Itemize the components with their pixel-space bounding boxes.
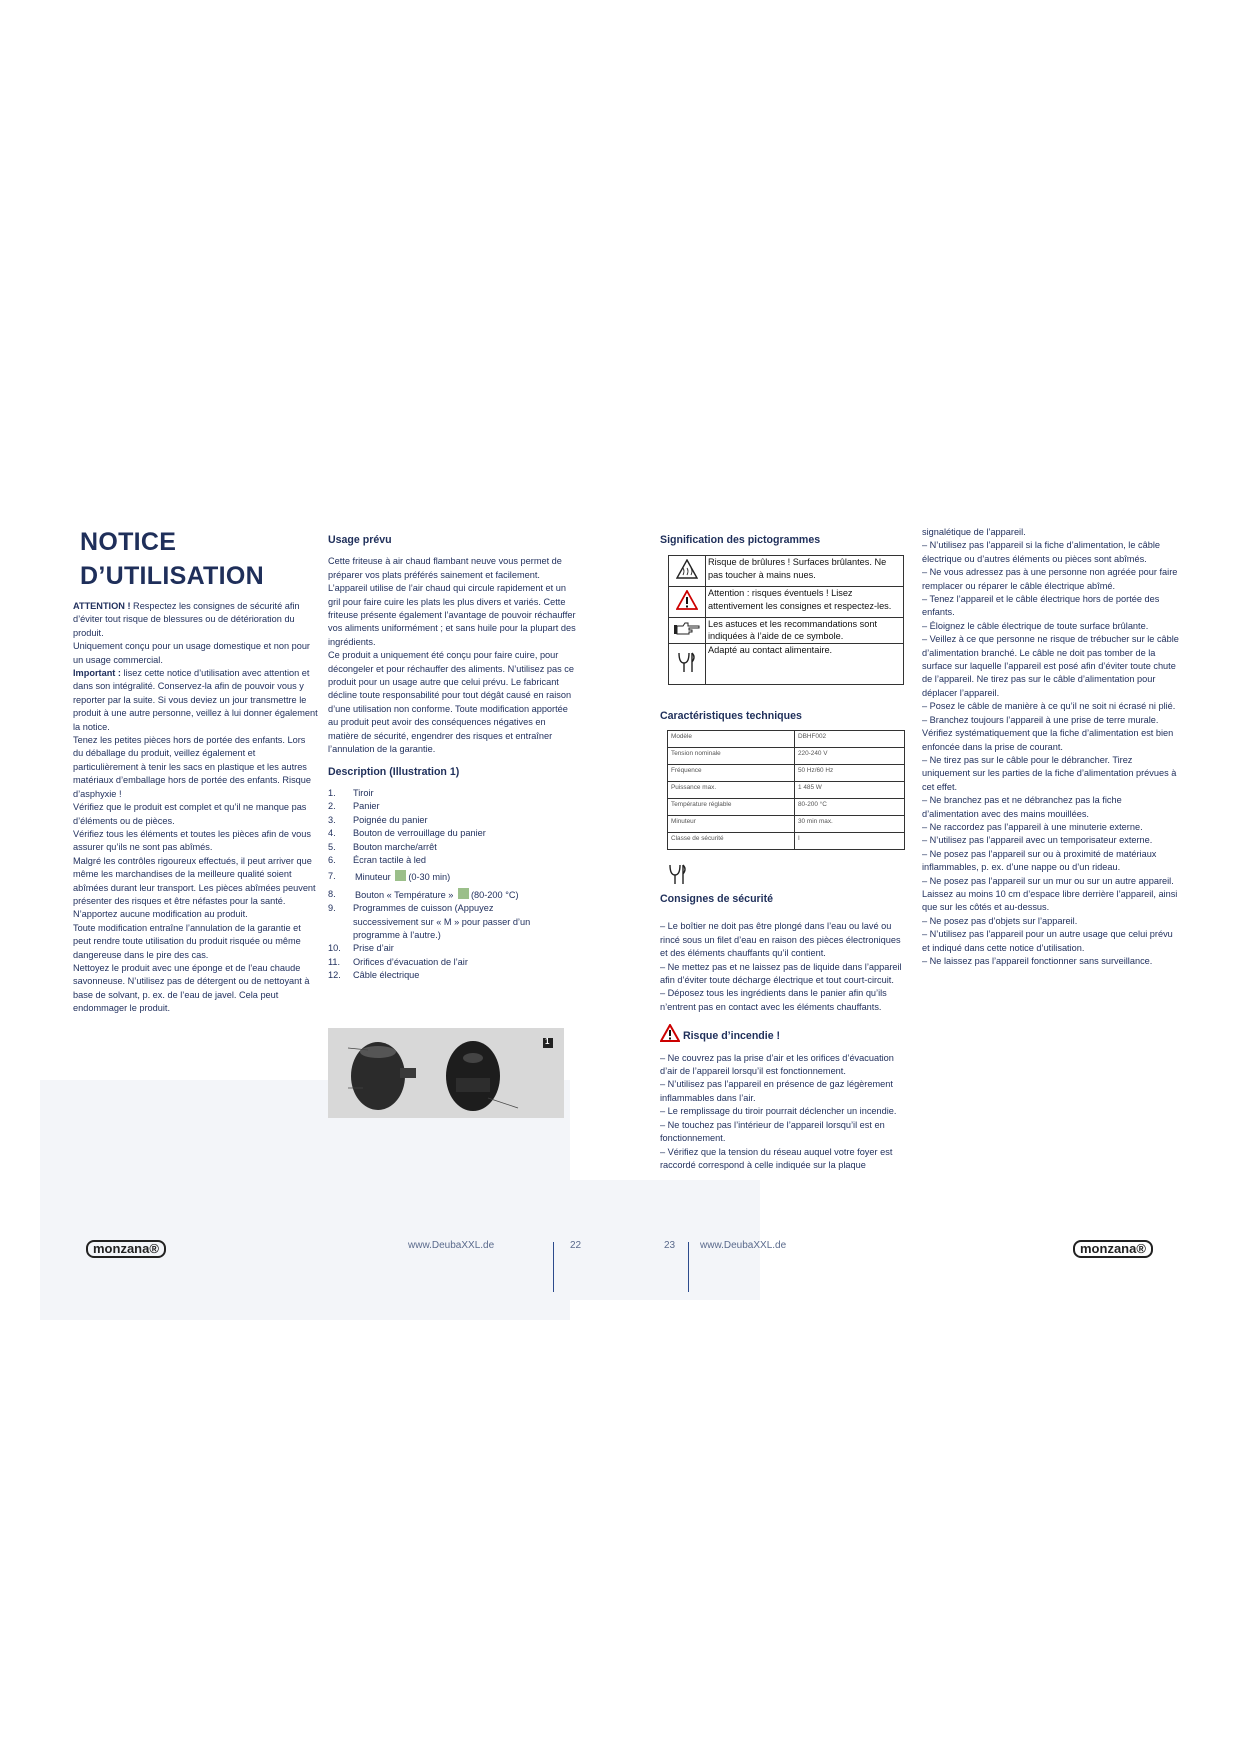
page-number: 23 (664, 1240, 676, 1251)
table-row: Tension nominale 220-240 V (668, 748, 905, 765)
safety-item: – Ne mettez pas et ne laissez pas de liquide dans l’appareil afin d’éviter toute décharge électrique et tout court-circuit. (660, 961, 902, 986)
safety-section (660, 893, 908, 1172)
illustration-number: 1 (545, 1037, 550, 1046)
paragraph: Toute modification entraîne l’annulation de la garantie et peut rendre toute utilisation du produit risquée ou même dangereuse dans le pire des cas. (73, 922, 301, 960)
list-item: 3. Poignée du panier (328, 814, 428, 825)
brand-logo: monzana® (1073, 1240, 1153, 1258)
important-text: lisez cette notice d’utilisation avec attention et dans son intégralité. Conservez-la afin de pouvoir vous y reporter par la suite. Si vous deviez un jour transmettre le produit à une autre personne, veillez à lui donner également la notice. (73, 668, 318, 732)
list-item: 6. Écran tactile à led (328, 854, 427, 865)
safety-item: – Ne posez pas d’objets sur l’appareil. (922, 915, 1078, 926)
safety-item: – Ne tirez pas sur le câble pour le débrancher. Tirez uniquement sur les parties de la fiche d’alimentation prévues à cet effet. (922, 754, 1177, 792)
brand-logo: monzana® (86, 1240, 166, 1258)
fire-heading (660, 1024, 908, 1043)
attention-label: ATTENTION ! (73, 601, 131, 611)
table-row: Modèle DBHF002 (668, 731, 905, 748)
table-row (669, 644, 904, 685)
page-title (80, 525, 310, 593)
page-number: 22 (570, 1240, 582, 1251)
safety-item: – Éloignez le câble électrique de toute surface brûlante. (922, 620, 1149, 631)
safety-item: – Ne posez pas l’appareil sur un mur ou sur un autre appareil. Laissez au moins 10 cm d’espace libre derrière l’appareil, ainsi que sur les côtés et au-dessus. (922, 875, 1178, 913)
safety-item: – Posez le câble de manière à ce qu’il ne soit ni écrasé ni plié. (922, 701, 1176, 712)
list-item: 9. Programmes de cuisson (Appuyez successivement sur « M » pour passer d’un programme à l’autre.) (328, 903, 531, 940)
paragraph: Cette friteuse à air chaud flambant neuve vous permet de préparer vos plats préférés sainement et facilement. L’appareil utilise de l’air chaud qui circule rapidement et un gril pour faire cuire les plats les plus divers et variés. Cette friteuse présente également l’avantage de pouvoir réchauffer vos aliments uniformément ; et sans huile pour la plupart des ingrédients. (328, 556, 576, 647)
right-column-3 (660, 534, 908, 547)
safety-heading: Consignes de sécurité (660, 893, 774, 905)
table-row: Fréquence 50 Hz/60 Hz (668, 765, 905, 782)
hot-surface-icon (669, 556, 706, 587)
footer-url[interactable]: www.DeubaXXL.de (700, 1240, 787, 1251)
page-divider (553, 1242, 554, 1292)
timer-icon (395, 870, 406, 881)
food-contact-icon (668, 863, 688, 885)
warning-icon (660, 1024, 680, 1042)
safety-item: – Ne posez pas l’appareil sur ou à proximité de matériaux inflammables, p. ex. d’une nappe ou d’un rideau. (922, 848, 1157, 873)
product-illustration (328, 1028, 564, 1118)
tech-heading: Caractéristiques techniques (660, 710, 802, 722)
safety-item: – Déposez tous les ingrédients dans le panier afin qu’ils n’entrent pas en contact avec les éléments chauffants. (660, 988, 887, 1012)
table-row: Classe de sécurité I (668, 833, 905, 850)
table-row: Température réglable 80-200 °C (668, 799, 905, 816)
list-item: 12. Câble électrique (328, 970, 420, 981)
pictogram-table (668, 555, 904, 685)
title-line: D’UTILISATION (80, 562, 264, 590)
pictogram-text: Risque de brûlures ! Surfaces brûlantes. Ne pas toucher à mains nues. (706, 556, 904, 587)
important-label: Important : (73, 668, 121, 679)
usage-heading: Usage prévu (328, 534, 392, 546)
safety-item: – Ne laissez pas l’appareil fonctionner sans surveillance. (922, 956, 1153, 966)
safety-item: – Ne raccordez pas l’appareil à une minuterie externe. (922, 821, 1143, 832)
warning-icon (669, 586, 706, 617)
list-item: 4. Bouton de verrouillage du panier (328, 828, 486, 839)
footer-url[interactable]: www.DeubaXXL.de (408, 1240, 495, 1251)
paragraph: Uniquement conçu pour un usage domestique et non pour un usage commercial. (73, 641, 310, 665)
paragraph: Vérifiez que le produit est complet et qu’il ne manque pas d’éléments ou de pièces. (73, 802, 307, 826)
pictogram-text: Adapté au contact alimentaire. (706, 644, 904, 685)
safety-item: – Ne branchez pas et ne débranchez pas la fiche d’alimentation avec des mains mouillées. (922, 795, 1122, 819)
safety-item: – N’utilisez pas l’appareil si la fiche d’alimentation, le câble électrique ou d’autres éléments ou pièces sont abîmés. (922, 540, 1160, 564)
list-item: 11. Orifices d’évacuation de l’air (328, 956, 468, 967)
title-line: NOTICE (80, 528, 177, 556)
specs-table (667, 730, 905, 850)
air-fryer-image (328, 1028, 564, 1118)
paragraph: Ce produit a uniquement été conçu pour faire cuire, pour décongeler et pour réchauffer des aliments. N’utilisez pas ce produit pour un usage autre que celui prévu. Le fabricant décline toute responsabilité pour tout dégât causé en raison d’une utilisation non conforme. Toute modification apportée au produit peut avoir des conséquences négatives en matière de sécurité, engendrer des risques et entraîner l’annulation de la garantie. (328, 650, 574, 755)
food-contact-icon (669, 644, 706, 685)
list-item: 8. Bouton « Température » (80-200 °C) (328, 888, 519, 900)
table-row (669, 556, 904, 587)
safety-item: – Branchez toujours l’appareil à une prise de terre murale. Vérifiez systématiquement que la fiche d’alimentation est bien enfoncée dans la prise de courant. (922, 714, 1174, 752)
pictogram-heading: Signification des pictogrammes (660, 534, 821, 546)
attention-text: Respectez les consignes de sécurité afin d’éviter tout risque de blessures ou de détérioration du produit. (73, 601, 300, 638)
paragraph: Vérifiez tous les éléments et toutes les pièces afin de vous assurer qu’ils ne sont pas abîmés. (73, 828, 311, 853)
important-paragraph (73, 667, 318, 734)
safety-item: – N’utilisez pas l’appareil pour un autre usage que celui prévu et indiqué dans cette notice d’utilisation. (922, 929, 1173, 953)
parts-list (328, 787, 578, 983)
safety-item: – Tenez l’appareil et le câble électrique hors de portée des enfants. (922, 594, 1160, 618)
paragraph: Malgré les contrôles rigoureux effectués, il peut arriver que même les marchandises de la meilleure qualité soient abîmées durant leur transport. Les pièces abîmées peuvent présenter des risques et être néfastes pour la santé. (73, 855, 316, 906)
temperature-icon (458, 888, 469, 899)
safety-item: – N’utilisez pas l’appareil en présence de gaz légèrement inflammables dans l’air. (660, 1079, 893, 1103)
safety-item: – Ne touchez pas l’intérieur de l’appareil lorsqu’il est en fonctionnement. (660, 1119, 885, 1144)
description-heading: Description (Illustration 1) (328, 765, 460, 778)
table-row: Puissance max. 1 485 W (668, 782, 905, 799)
list-item: 1. Tiroir (328, 787, 374, 798)
left-column-1 (73, 600, 318, 1016)
list-item: 2. Panier (328, 801, 380, 812)
pictogram-text: Attention : risques éventuels ! Lisez attentivement les consignes et respectez-les. (706, 586, 904, 617)
list-item: 5. Bouton marche/arrêt (328, 841, 437, 852)
safety-item: – Le boîtier ne doit pas être plongé dans l’eau ou lavé ou rincé sous un filet d’eau en raison des pièces électroniques et des éléments chauffants qu’il contient. (660, 921, 901, 959)
pointing-hand-icon (669, 617, 706, 644)
safety-item: – Ne couvrez pas la prise d’air et les orifices d’évacuation d’air de l’appareil lorsqu’il est fonctionnement. (660, 1052, 894, 1077)
paragraph: Tenez les petites pièces hors de portée des enfants. Lors du déballage du produit, veillez également et particulièrement à tenir les sacs en plastique et les autres matériaux d’emballage hors de portée des enfants. Risque d’asphyxie ! (73, 735, 311, 799)
table-row: Minuteur 30 min max. (668, 816, 905, 833)
fire-heading-text: Risque d’incendie ! (682, 1030, 781, 1043)
paragraph: Nettoyez le produit avec une éponge et de l’eau chaude savonneuse. N’utilisez pas de détergent ou de nettoyant à base de solvant, p. ex. de l’eau de javel. Cela peut endommager le produit. (73, 962, 310, 1014)
list-item: 7. Minuteur (0-30 min) (328, 871, 451, 883)
safety-item: – Le remplissage du tiroir pourrait déclencher un incendie. (660, 1106, 897, 1117)
table-row (669, 617, 904, 644)
safety-item: signalétique de l’appareil. (922, 527, 1026, 537)
list-item: 10. Prise d’air (328, 943, 394, 954)
safety-item: – Vérifiez que la tension du réseau auquel votre foyer est raccordé correspond à celle indiquée sur la plaque (660, 1146, 893, 1170)
pictogram-text: Les astuces et les recommandations sont indiquées à l’aide de ce symbole. (706, 617, 904, 644)
right-column-4 (922, 526, 1180, 968)
attention-paragraph (73, 600, 318, 640)
safety-item: – N’utilisez pas l’appareil avec un temporisateur externe. (922, 835, 1153, 846)
paragraph: N’apportez aucune modification au produit. (73, 909, 248, 920)
page-divider (688, 1242, 689, 1292)
table-row (669, 586, 904, 617)
safety-item: – Veillez à ce que personne ne risque de trébucher sur le câble d’alimentation branché. Le câble ne doit pas tomber de la surface sur laquelle l’appareil est posé afin d’éviter toute chute de l’appareil. Ne tirez pas sur le câble d’alimentation pour déplacer l’appareil. (922, 634, 1179, 698)
tech-heading-wrap (660, 710, 908, 723)
left-column-2 (328, 534, 578, 983)
safety-item: – Ne vous adressez pas à une personne non agréée pour faire remplacer ou réparer le câble électrique abîmé. (922, 567, 1178, 591)
